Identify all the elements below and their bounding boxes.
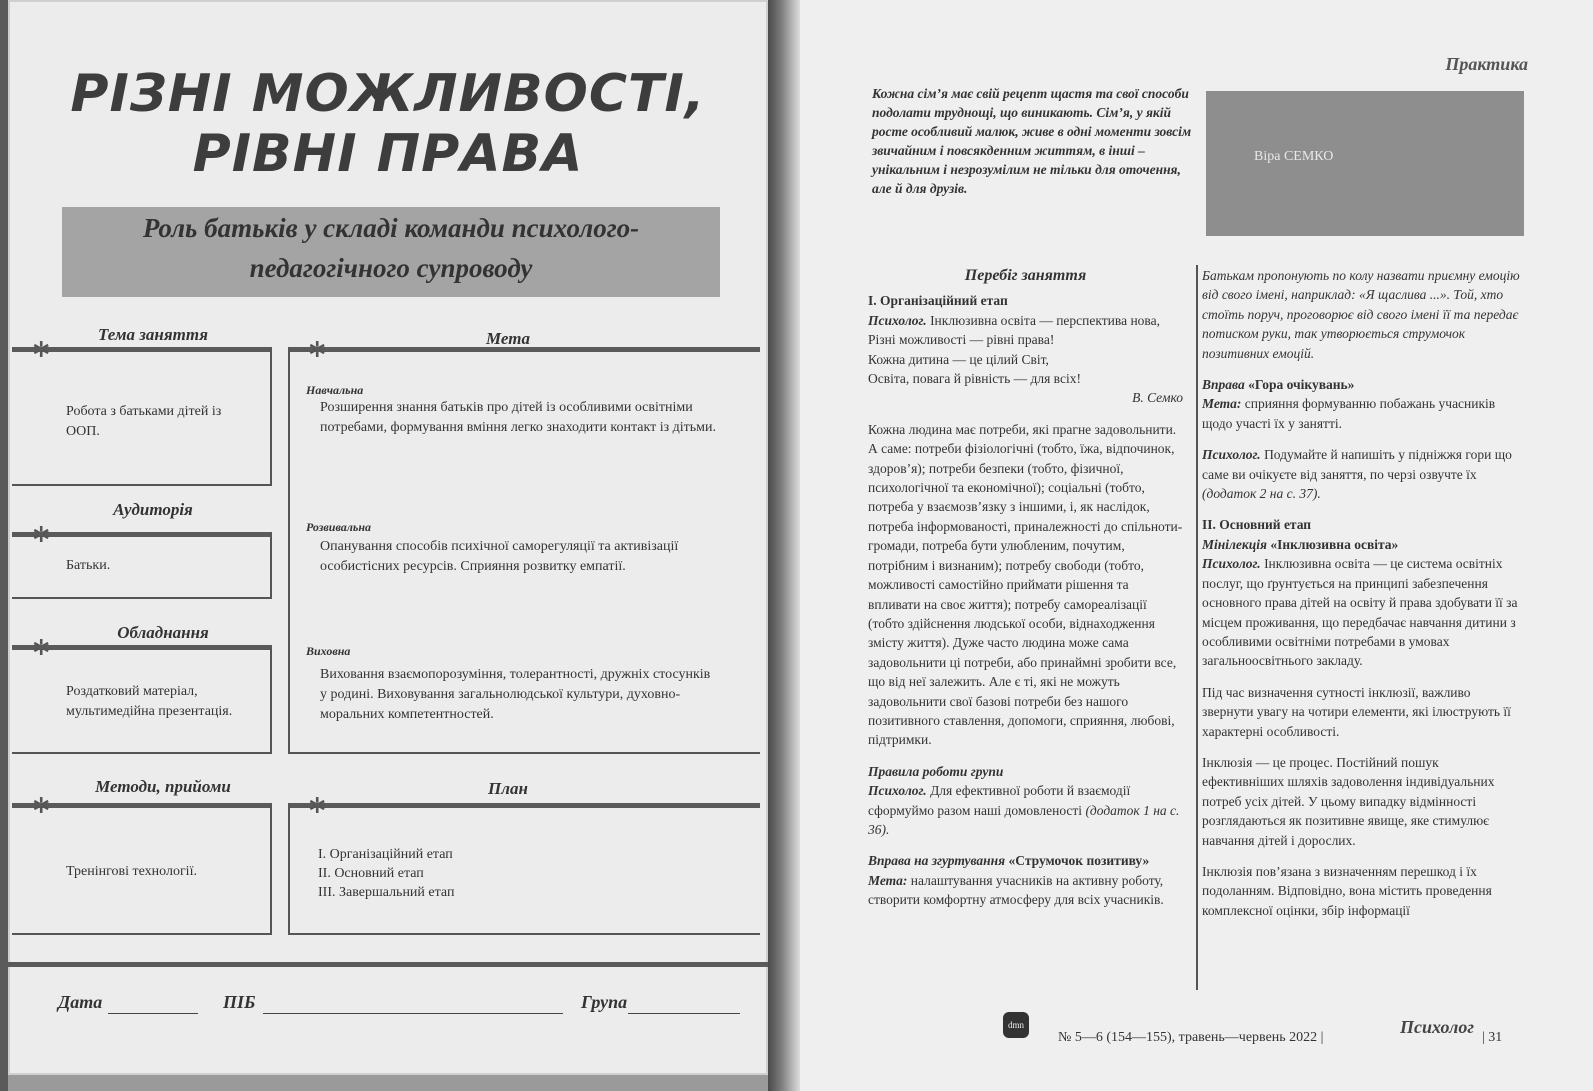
page-number: | 31 xyxy=(1482,1030,1503,1045)
name-label: ПІБ xyxy=(223,992,256,1012)
poem-author: В. Семко xyxy=(1132,390,1183,406)
needs-paragraph: Кожна людина має потреби, які прагне задовольнити. А саме: потреби фізіологічні (тобто, їжа, відпочинок, здоров’я); потреби безпеки (тобто, фізичної, психологічної та економічної); соціальні (тобто, потреба у взаємозв’язку з іншими, і, як наслідок, потреба інформованості, приналежності до спільноти-громади, потреба бути улюбленим, почутим, потрібним і визнаним); потребу свободи (тобто, можливості самостійно приймати рішення та впливати на своє життя); потребу самореалізації (тобто здійснення людської особи, віднаходження змісту життя). Дуже часто людина може сама задовольнити ці потреби, або принаймні зробити все, що від неї залежить. Але є ті, які не можуть задовольнити свої базові потреби без нашого позитивного ставлення, допомоги, сприяння, любові, підтримки. xyxy=(868,421,1183,748)
gear-icon: ✲ xyxy=(32,522,51,547)
minilecture-text: Інклюзивна освіта — це система освітніх послуг, що ґрунтується на принципі забезпечення основного права дітей на освіту й права здобувати її за місцем проживання, що передбачає навчання дитини з особливими освітніми потребами в умовах загальноосвітнього закладу. xyxy=(1202,556,1518,669)
psy-label: Психолог. xyxy=(1202,447,1261,463)
exercise2-label: Вправа xyxy=(1202,377,1245,393)
plan-item: ІІ. Основний етап xyxy=(318,866,424,881)
inclusion-paragraph: Під час визначення сутності інклюзії, важливо звернути увагу на чотири елементи, які ілюструють її характерні особливості. xyxy=(1202,684,1511,739)
author-name: Віра СЕМКО xyxy=(1254,149,1334,164)
book-spine xyxy=(768,0,800,1091)
psy-label: Психолог. xyxy=(868,312,927,328)
exercise1-label: Вправа на згуртування xyxy=(868,853,1006,869)
intro-text: Кожна сім’я має свій рецепт щастя та свої способи подолати труднощі, що виникають. Сім’я, у якій росте особливий малюк, живе в одні моменти зовсім звичайним і повсякденним життям, в інші – унікальним і незрозумілим не тільки для оточення, але й для друзів. xyxy=(872,86,1192,196)
plan-heading: План xyxy=(488,779,528,798)
rules-text: Для ефективної роботи й взаємодії сформуймо разом наші домовленості xyxy=(868,783,1131,818)
rules-heading: Правила роботи групи xyxy=(868,763,1004,779)
goal-heading: Мета xyxy=(486,329,530,348)
gear-icon: ✲ xyxy=(308,793,327,818)
topic-heading: Тема заняття xyxy=(97,325,209,344)
name-field[interactable] xyxy=(263,1012,563,1014)
group-field[interactable] xyxy=(628,1012,740,1014)
goal-dev-text: Опанування способів психічної саморегуляції та активізації особистісних ресурсів. Сприяння розвитку емпатії. xyxy=(320,539,679,574)
minilecture-label: Мінілекція xyxy=(1202,536,1267,552)
right-page xyxy=(800,0,1593,1091)
goal-label: Мета: xyxy=(1202,396,1242,412)
psy-label: Психолог. xyxy=(1202,556,1261,572)
exercise2-name: «Гора очікувань» xyxy=(1248,377,1355,393)
poem-line: Кожна дитина — це цілий Світ, xyxy=(868,351,1049,367)
exercise1-name: «Струмочок позитиву» xyxy=(1008,853,1150,869)
stage1-heading: І. Організаційний етап xyxy=(868,293,1008,309)
equipment-heading: Обладнання xyxy=(117,623,209,642)
divider xyxy=(8,962,768,967)
date-label: Дата xyxy=(58,992,103,1012)
column-1 xyxy=(868,266,1183,910)
goal-upb-text: Виховання взаємопорозуміння, толерантності, дружніх стосунків у родині. Виховування загальнолюдської культури, духовно-моральних компетентностей. xyxy=(320,667,711,722)
section-rubric: Практика xyxy=(1445,54,1528,74)
plan-item: І. Організаційний етап xyxy=(318,847,453,862)
inclusion-paragraph: Інклюзія — це процес. Постійний пошук ефективніших шляхів задоволення індивідуальних потреб усіх дітей. У цьому випадку відмінності розглядаються як позитивне явище, яке стимулює навчання дітей і дорослих. xyxy=(1202,754,1495,848)
goal-edu-text: Розширення знання батьків про дітей із особливими освітніми потребами, формування вміння легко знаходити контакт із дітьми. xyxy=(320,400,716,435)
poem-line: Різні можливості — рівні права! xyxy=(868,332,1055,348)
magazine-logo-icon: dmn xyxy=(1003,1012,1029,1038)
psy-label: Психолог. xyxy=(868,783,927,799)
plan-item: ІІІ. Завершальний етап xyxy=(318,885,455,900)
poem-line: Інклюзивна освіта — перспектива нова, xyxy=(930,312,1160,328)
gear-icon: ✲ xyxy=(32,337,51,362)
poem-line: Освіта, повага й рівність — для всіх! xyxy=(868,371,1081,387)
methods-heading: Методи, прийоми xyxy=(95,777,231,796)
subtitle-line1: Роль батьків у складі команди психолого- xyxy=(142,213,640,243)
exercise2-text: Подумайте й напишіть у підніжжя гори що саме ви очікуєте від заняття, по черзі озвучте їх xyxy=(1202,447,1512,482)
date-field[interactable] xyxy=(108,1012,198,1014)
rules-ref: (додаток 1 на с. 36). xyxy=(868,802,1180,837)
minilecture-name: «Інклюзивна освіта» xyxy=(1270,536,1399,552)
gear-icon: ✲ xyxy=(308,337,327,362)
exercise2-ref: (додаток 2 на с. 37). xyxy=(1202,486,1321,502)
methods-text: Тренінгові технології. xyxy=(66,864,197,879)
page-title-line1: РІЗНІ МОЖЛИВОСТІ, xyxy=(70,64,706,124)
magazine-brand: Психолог xyxy=(1400,1017,1474,1037)
audience-heading: Аудиторія xyxy=(113,500,193,519)
goal-label: Мета: xyxy=(868,872,908,888)
gear-icon: ✲ xyxy=(32,793,51,818)
goal-edu-label: Навчальна xyxy=(306,383,364,397)
gear-icon: ✲ xyxy=(32,635,51,660)
page-edge xyxy=(0,0,8,1091)
goal-dev-label: Розвивальна xyxy=(306,520,372,534)
goal-upb-label: Виховна xyxy=(306,644,351,658)
audience-text: Батьки. xyxy=(66,558,111,573)
left-page xyxy=(8,0,768,1075)
column-2 xyxy=(1202,266,1522,932)
column-divider xyxy=(1196,265,1198,990)
issue-info: № 5—6 (154—155), травень—червень 2022 | xyxy=(1058,1030,1324,1045)
exercise1-goal: налаштування учасників на активну роботу, створити комфортну атмосферу для всіх учасників. xyxy=(868,872,1164,908)
inclusion-paragraph: Інклюзія пов’язана з визначенням перешкод і їх подоланням. Відповідно, вона містить проведення комплексної оцінки, збір інформації xyxy=(1202,863,1492,918)
page-title-line2: РІВНІ ПРАВА xyxy=(192,124,584,184)
equipment-text: Роздатковий матеріал, мультимедійна презентація. xyxy=(66,684,233,719)
lesson-heading: Перебіг заняття xyxy=(964,267,1087,284)
topic-text: Робота з батьками дітей із ООП. xyxy=(66,404,222,439)
exercise2-goal: сприяння формуванню побажань учасників щодо участі їх у занятті. xyxy=(1202,396,1496,431)
stream-paragraph: Батькам пропонують по колу назвати приємну емоцію від свого імені, наприклад: «Я щаслива ...». Той, хто стоїть поруч, проговорює від свого імені її та передає потиском руки, так утворюється струмочок позитивних емоцій. xyxy=(1202,268,1520,361)
subtitle-band xyxy=(62,207,720,297)
subtitle-line2: педагогічного супроводу xyxy=(249,253,533,283)
author-photo xyxy=(1206,91,1524,236)
stage2-heading: ІІ. Основний етап xyxy=(1202,517,1312,533)
group-label: Група xyxy=(581,992,628,1012)
